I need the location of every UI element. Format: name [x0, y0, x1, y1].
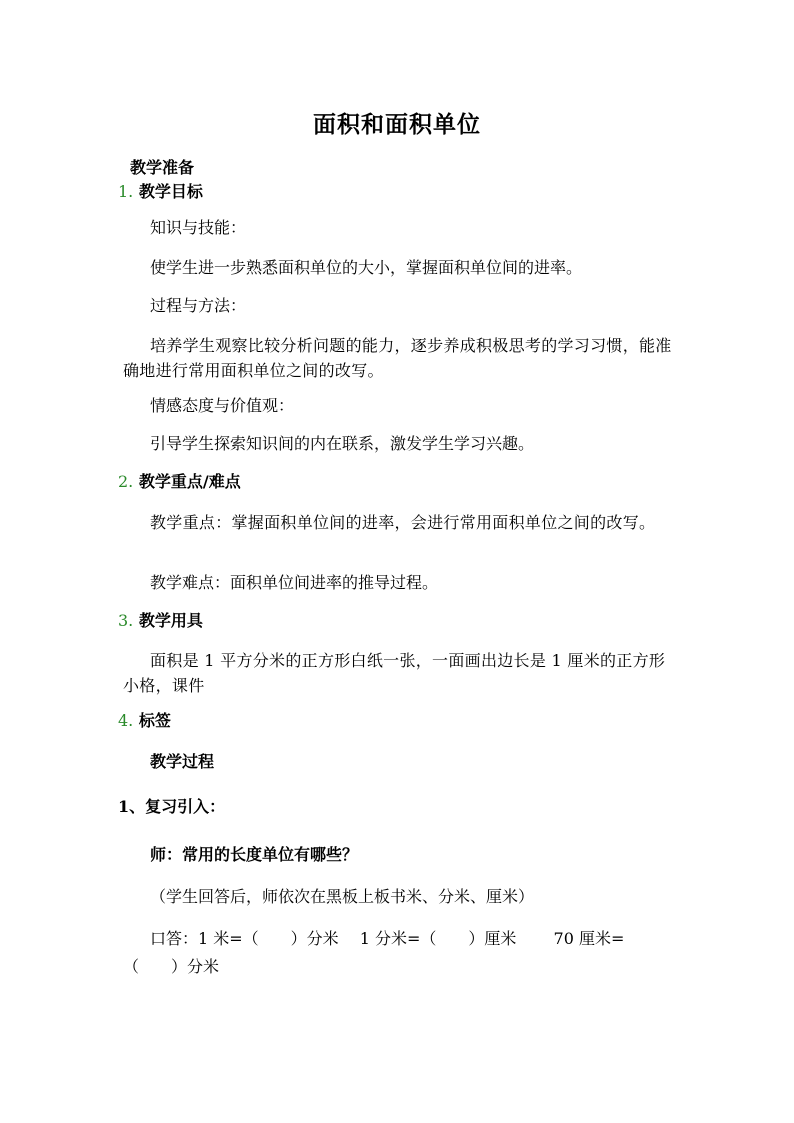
section-1-label: 教学目标 — [138, 182, 203, 201]
section-4-heading — [118, 711, 171, 731]
oral-question-line-1: 口答：1 米=（ ）分米 1 分米=（ ）厘米 70 厘米= — [150, 929, 625, 948]
section-2-label: 教学重点/难点 — [138, 472, 241, 491]
review-heading: 1、复习引入： — [118, 797, 226, 816]
difficult-point-text: 教学难点：面积单位间进率的推导过程。 — [150, 573, 439, 592]
emotion-text: 引导学生探索知识间的内在联系，激发学生学习兴趣。 — [150, 434, 535, 453]
knowledge-text: 使学生进一步熟悉面积单位的大小，掌握面积单位间的进率。 — [150, 258, 583, 277]
page-title: 面积和面积单位 — [313, 111, 481, 138]
knowledge-label: 知识与技能： — [150, 218, 247, 237]
process-label: 过程与方法： — [150, 296, 247, 315]
process-heading: 教学过程 — [150, 752, 215, 771]
emotion-label: 情感态度与价值观： — [150, 396, 295, 415]
section-4-label: 标签 — [138, 711, 171, 730]
tools-text: 面积是 1 平方分米的正方形白纸一张，一面画出边长是 1 厘米的正方形小格，课件 — [123, 651, 666, 695]
section-3-number: 3. — [118, 611, 134, 630]
teacher-question: 师：常用的长度单位有哪些？ — [150, 845, 359, 864]
section-2-heading — [118, 472, 241, 492]
process-text: 培养学生观察比较分析问题的能力，逐步养成积极思考的学习习惯，能准确地进行常用面积单位之间的改写。 — [123, 336, 672, 380]
student-note: （学生回答后，师依次在黑板上板书米、分米、厘米） — [150, 887, 535, 906]
oral-question-line-2: （ ）分米 — [123, 957, 220, 976]
prep-heading: 教学准备 — [130, 158, 195, 177]
section-3-label: 教学用具 — [138, 611, 203, 630]
section-2-number: 2. — [118, 472, 134, 491]
section-4-number: 4. — [118, 711, 134, 730]
key-point-text: 教学重点：掌握面积单位间的进率，会进行常用面积单位之间的改写。 — [150, 513, 656, 532]
section-3-heading — [118, 611, 203, 631]
section-1-number: 1. — [118, 182, 134, 201]
section-1-heading — [118, 182, 203, 202]
